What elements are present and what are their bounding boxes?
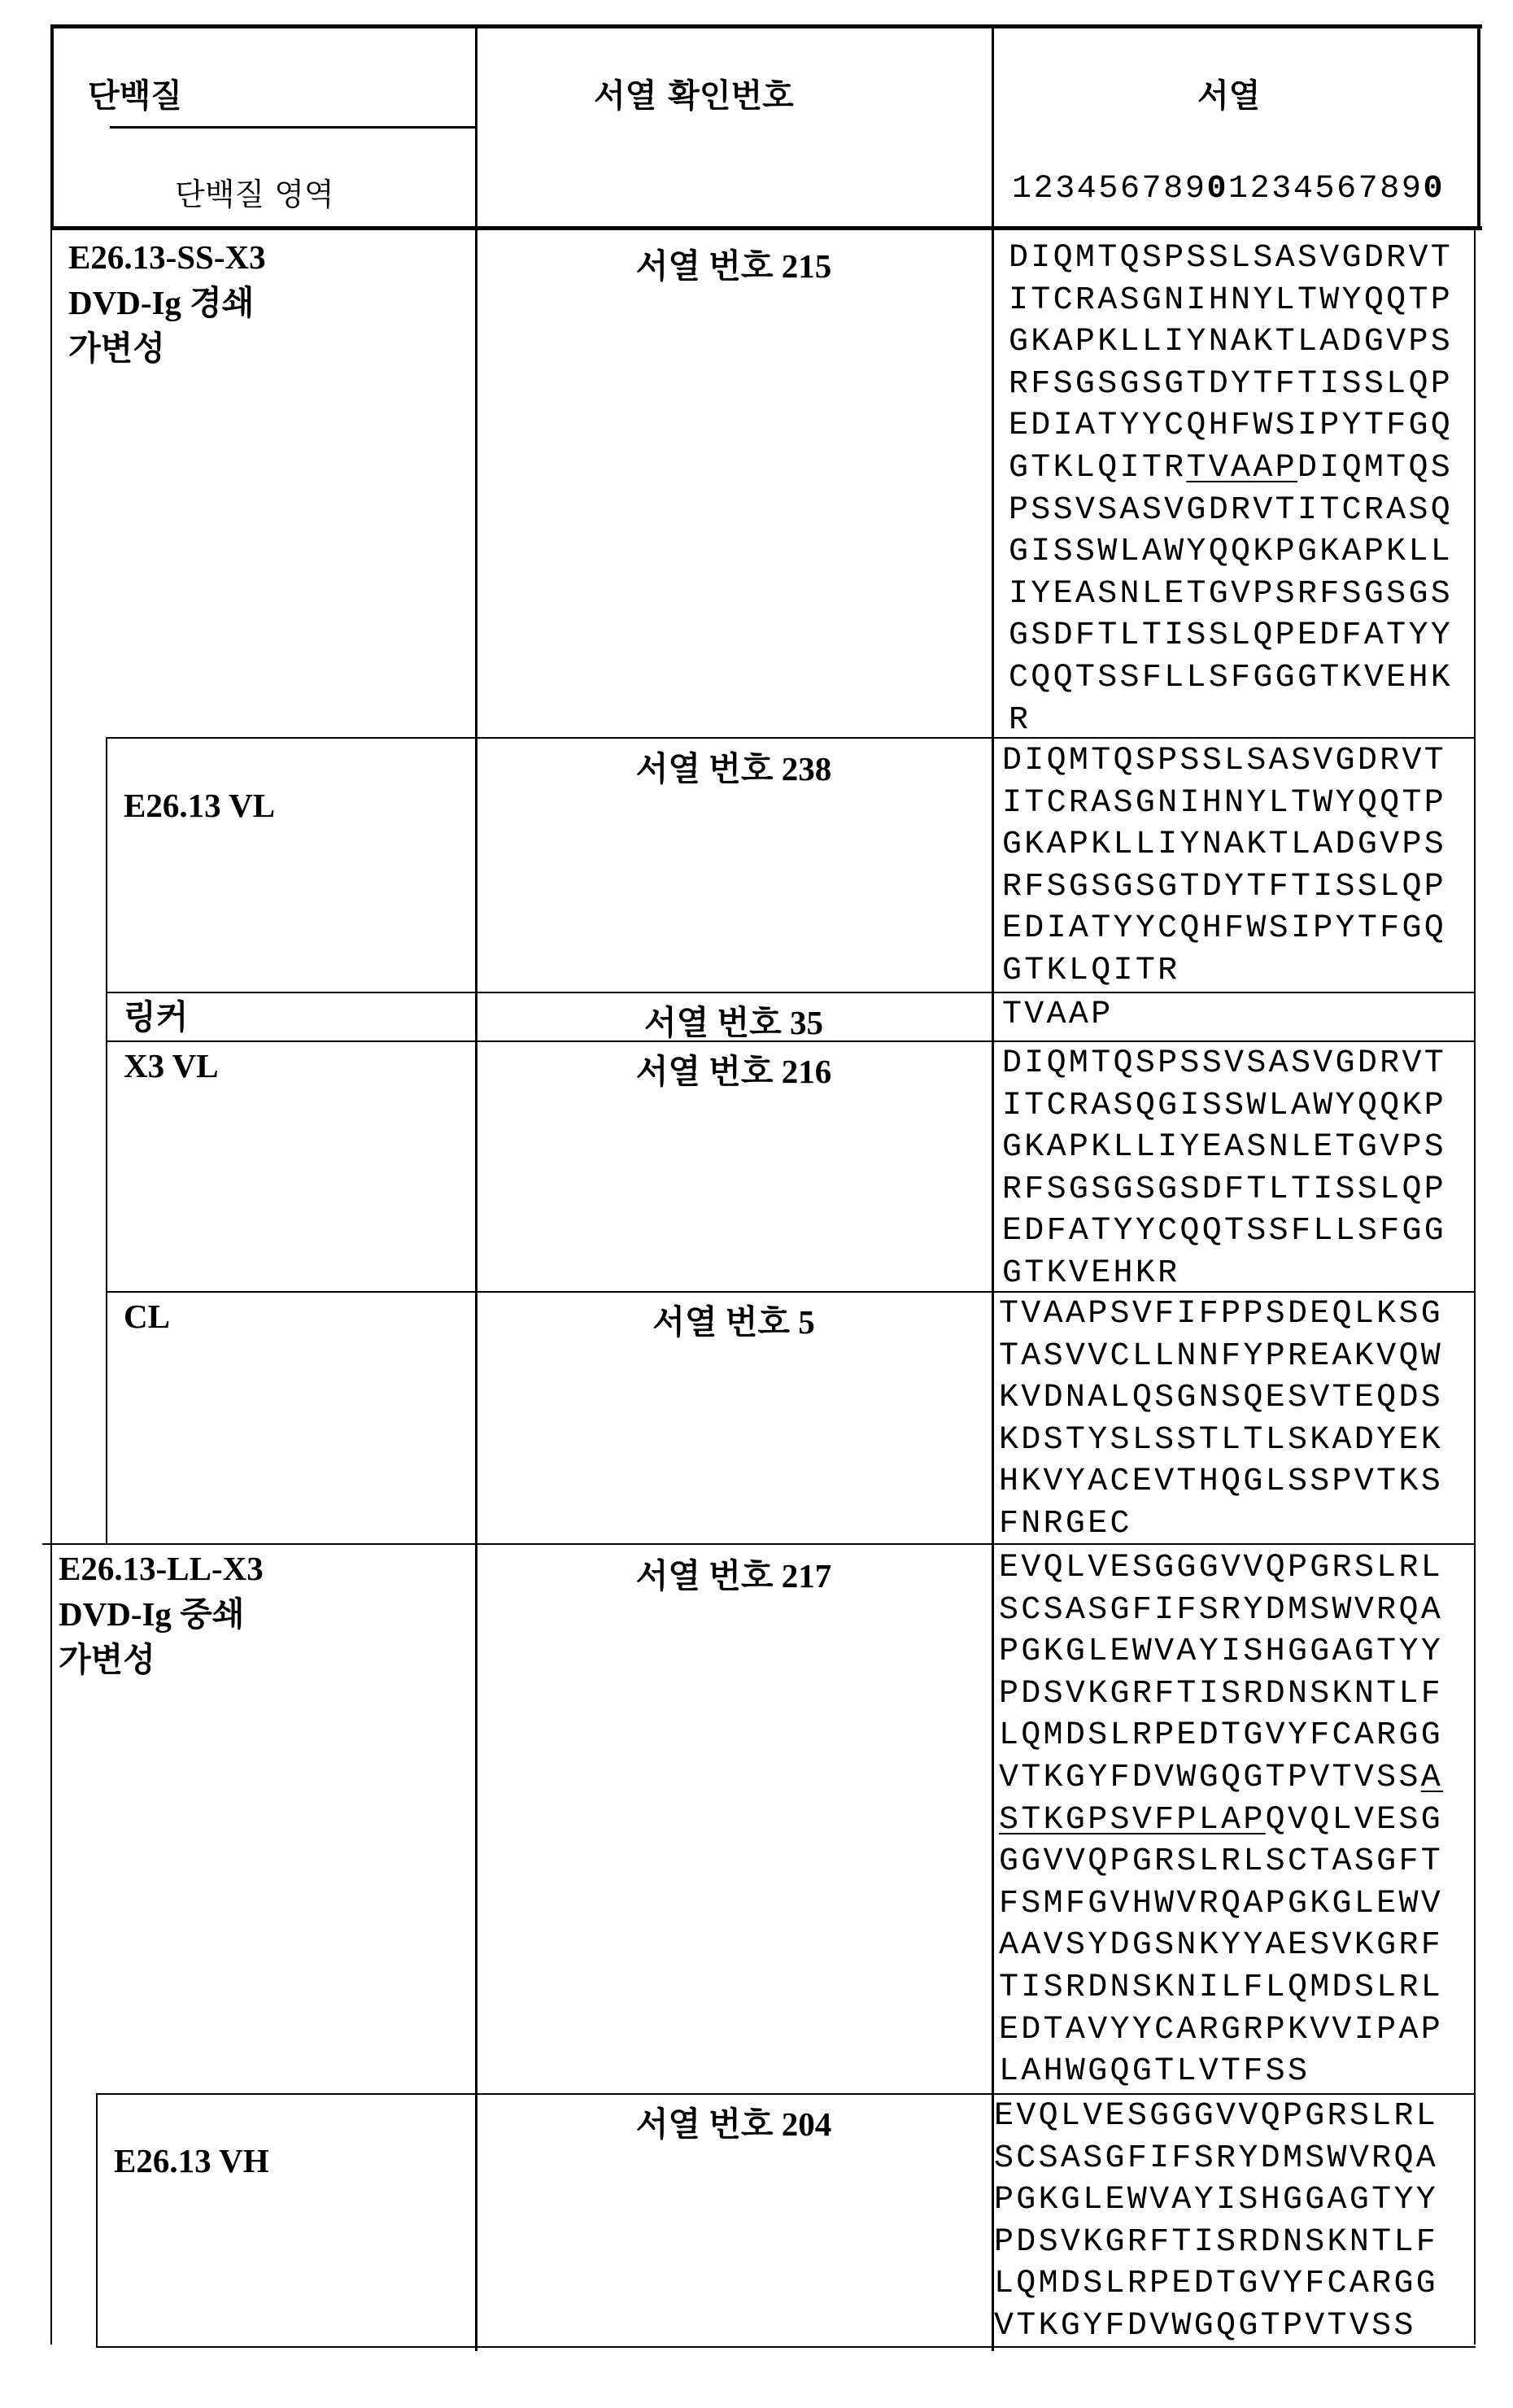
col2-divider [992,24,994,2351]
sequence-line: GGVVQPGRSLRLSCTASGFT [999,1841,1443,1883]
protein-label-line: E26.13 VL [124,783,275,828]
sequence-line: SCSASGFIFSRYDMSWVRQA [994,2138,1438,2180]
sub-left-border-2 [96,2094,98,2346]
sequence-line [999,1757,1443,1799]
sequence-line: LQMDSLRPEDTGVYFCARGG [994,2263,1438,2305]
sequence-line: ITCRASGNIHNYLTWYQQTP [1002,783,1446,825]
sequence-line: LQMDSLRPEDTGVYFCARGG [999,1715,1443,1757]
sequence-line: RFSGSGSGTDYTFTISSLQP [1009,364,1453,406]
sequence-line: RFSGSGSGSDFTLTISSLQP [1002,1169,1446,1211]
sequence-line: PDSVKGRFTISRDNSKNTLF [994,2222,1438,2264]
body-left-border [50,229,52,2345]
sequence-line: AAVSYDGSNKYYAESVKGRF [999,1925,1443,1967]
sequence [999,1293,1443,1546]
seq-id: 서열 번호 35 [490,996,978,1044]
protein-label [68,234,266,371]
sequence-line: EVQLVESGGGVVQPGRSLRL [994,2096,1438,2138]
table-right-border [1477,24,1480,229]
protein-label-line: E26.13 VH [114,2138,269,2183]
protein-label [59,1546,264,1682]
sequence-line [999,1799,1443,1842]
sequence-line: R [1009,700,1453,742]
sequence-line: KDSTYSLSSTLTLSKADYEK [999,1420,1443,1462]
sequence-line: EDIATYYCQHFWSIPYTFGQ [1009,405,1453,447]
sequence-line: PSSVSASVGDRVTITCRASQ [1009,490,1453,532]
sequence-line: PGKGLEWVAYISHGGAGTYY [994,2179,1438,2222]
sequence-line: GKAPKLLIYNAKTLADGVPS [1002,824,1446,866]
sequence-line: TVAAP [1002,994,1114,1036]
header-seq-id: 서열 확인번호 [594,70,794,116]
seq-id: 서열 번호 204 [490,2097,978,2145]
sequence-line: EDFATYYCQQTSSFLLSFGG [1002,1211,1446,1253]
sequence-line: DIQMTQSPSSVSASVGDRVT [1002,1043,1446,1085]
sequence-line: DIQMTQSPSSLSASVGDRVT [1002,740,1446,783]
header-divider [110,126,476,129]
seq-id: 서열 번호 217 [490,1549,978,1597]
linker-underlined-segment: TVAAP [1186,450,1297,486]
header-bottom-border [50,226,1482,230]
sub-left-border [106,739,107,1544]
sequence-line: VTKGYFDVWGQGTPVTVSS [994,2305,1438,2348]
sequence-line: LAHWGQGTLVTFSS [999,2051,1443,2093]
sequence-line: DIQMTQSPSSLSASVGDRVT [1009,238,1453,280]
sequence [999,1547,1443,2093]
sequence-line: ITCRASGNIHNYLTWYQQTP [1009,280,1453,322]
sequence [994,2096,1438,2348]
sequence-line [1009,447,1453,490]
sequence-line: ITCRASQGISSWLAWYQQKP [1002,1085,1446,1128]
sequence-line: EVQLVESGGGVVQPGRSLRL [999,1547,1443,1590]
protein-label [114,2138,269,2183]
sequence-line: GKAPKLLIYNAKTLADGVPS [1009,321,1453,364]
sequence-line: PGKGLEWVAYISHGGAGTYY [999,1631,1443,1673]
sequence-line: PDSVKGRFTISRDNSKNTLF [999,1673,1443,1716]
sequence [1002,740,1446,992]
linker-underlined-segment: STKGPSVFPLAP [999,1802,1266,1839]
protein-label-line: E26.13-LL-X3 [59,1546,264,1591]
sequence-line: GTKVEHKR [1002,1253,1446,1295]
ruler-ten: 0 [1206,171,1228,207]
sequence-line: KVDNALQSGNSQESVTEQDS [999,1377,1443,1420]
protein-label-line: E26.13-SS-X3 [68,234,266,280]
header-protein-region: 단백질 영역 [175,169,334,214]
sequence-line: FSMFGVHWVRQAPGKGLEWV [999,1883,1443,1926]
ruler-twenty: 0 [1423,171,1445,207]
sequence-line: IYEASNLETGVPSRFSGSGS [1009,574,1453,616]
sequence [1002,994,1114,1036]
table-right-border-body [1474,229,1476,2345]
sequence-line: TASVVCLLNNFYPREAKVQW [999,1336,1443,1378]
sequence-line: GKAPKLLIYEASNLETGVPS [1002,1127,1446,1169]
sequence-line: TISRDNSKNILFLQMDSLRL [999,1967,1443,2009]
col1-divider [475,24,477,2351]
protein-label-line: 가변성 [59,1637,264,1682]
row-divider [96,2093,1476,2095]
sequence [1002,1043,1446,1295]
protein-label-line: DVD-Ig 중쇄 [59,1591,264,1637]
protein-label [124,994,188,1040]
sequence-line: EDIATYYCQHFWSIPYTFGQ [1002,908,1446,950]
sequence-line: RFSGSGSGTDYTFTISSLQP [1002,866,1446,909]
sequence-line: GTKLQITR [1002,950,1446,992]
sequence-table [0,0,1513,2408]
table-top-border [50,24,1482,28]
protein-label [124,1293,170,1339]
seq-id: 서열 번호 216 [490,1045,978,1093]
protein-label-line: DVD-Ig 경쇄 [68,280,266,325]
seq-id: 서열 번호 5 [490,1295,978,1343]
protein-label-line: 링커 [124,994,188,1040]
sequence-segment: GTKLQITR [1009,450,1186,486]
protein-label [124,1043,219,1088]
ruler-digits: 123456789 [1012,171,1206,207]
header-position-ruler [1012,171,1445,207]
sequence-line: GISSWLAWYQQKPGKAPKLL [1009,531,1453,574]
sequence-line: TVAAPSVFIFPPSDEQLKSG [999,1293,1443,1336]
header-sequence: 서열 [1197,70,1260,116]
ruler-digits: 123456789 [1228,171,1423,207]
sequence [1009,238,1453,741]
sequence-segment: VTKGYFDVWGQGTPVTVSS [999,1760,1421,1796]
seq-id: 서열 번호 215 [490,239,978,287]
sequence-line: CQQTSSFLLSFGGGTKVEHK [1009,657,1453,700]
header-left-border [50,24,54,229]
sequence-line: FNRGEC [999,1503,1443,1546]
header-protein: 단백질 [88,70,182,116]
protein-label [124,783,275,828]
protein-label-line: X3 VL [124,1043,219,1088]
protein-label-line: CL [124,1293,170,1339]
sequence-segment: DIQMTQS [1297,450,1453,486]
seq-id: 서열 번호 238 [490,742,978,790]
sequence-line: EDTAVYYCARGRPKVVIPAP [999,2009,1443,2052]
sequence-line: HKVYACEVTHQGLSSPVTKS [999,1461,1443,1503]
sequence-line: GSDFTLTISSLQPEDFATYY [1009,615,1453,657]
linker-underlined-segment: A [1421,1760,1443,1796]
protein-label-line: 가변성 [68,325,266,371]
sequence-line: SCSASGFIFSRYDMSWVRQA [999,1590,1443,1632]
sequence-segment: QVQLVESG [1266,1802,1443,1839]
